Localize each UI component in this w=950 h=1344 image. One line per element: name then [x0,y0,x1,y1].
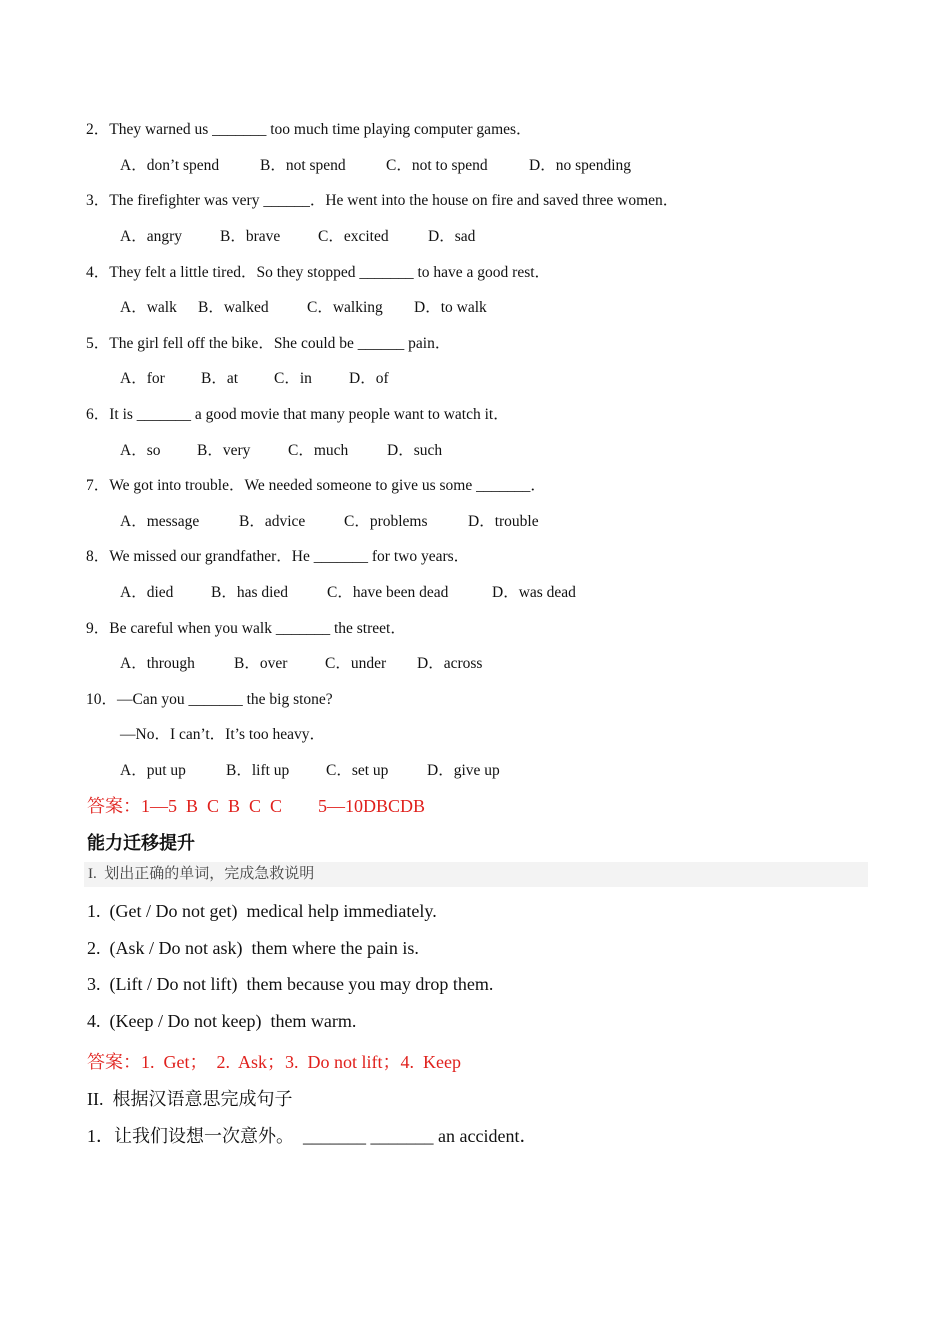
option-b: B．at [201,370,239,387]
answer-key-1: 答案：1—5 B C B C C 5—10DBCDB [87,796,426,816]
option-d: D．no spending [529,157,632,174]
option-c: C．not to spend [386,157,488,174]
option-c: C．problems [344,513,428,530]
question-2-stem: 2．They warned us _______ too much time playing computer games． [86,121,532,138]
option-b: B．walked [198,299,269,316]
part-1-item: 3. (Lift / Do not lift) them because you may drop them. [87,974,494,994]
option-b: B．over [234,655,288,672]
question-6-options [120,438,442,460]
option-d: D．was dead [492,584,576,601]
answer-key-2: 答案：1. Get； 2. Ask；3. Do not lift；4. Keep [87,1052,461,1072]
option-b: B．lift up [226,762,290,779]
option-a: A．died [120,584,174,601]
question-6-stem: 6．It is _______ a good movie that many people want to watch it． [86,406,509,423]
option-b: B．very [197,442,251,459]
option-a: A．put up [120,762,186,779]
section-title: 能力迁移提升 [87,833,195,854]
question-9-options [120,651,482,673]
question-10-stem: 10．—Can you _______ the big stone? [86,691,333,708]
question-7-options [120,509,539,531]
option-a: A．angry [120,228,182,245]
question-2-options [120,153,631,175]
option-a: A．through [120,655,195,672]
question-8-stem: 8．We missed our grandfather．He _______ for two years． [86,548,470,565]
option-c: C．walking [307,299,383,316]
option-d: D．to walk [414,299,487,316]
option-d: D．across [417,655,483,672]
part-2-item: 1．让我们设想一次意外。 _______ _______ an accident． [87,1126,538,1146]
question-10-options [120,758,500,780]
part-1-item: 4. (Keep / Do not keep) them warm. [87,1011,357,1031]
option-a: A．don’t spend [120,157,220,174]
part-1-item: 1. (Get / Do not get) medical help immediately. [87,901,437,921]
option-c: C．under [325,655,387,672]
option-d: D．trouble [468,513,539,530]
option-a: A．so [120,442,161,459]
part-1-item: 2. (Ask / Do not ask) them where the pain is. [87,938,419,958]
option-b: B．brave [220,228,281,245]
option-c: C．have been dead [327,584,449,601]
option-c: C．in [274,370,312,387]
question-3-options [120,224,475,246]
option-c: C．set up [326,762,389,779]
question-4-stem: 4．They felt a little tired．So they stopped _______ to have a good rest． [86,264,551,281]
option-c: C．much [288,442,349,459]
option-b: B．has died [211,584,289,601]
option-d: D．give up [427,762,500,779]
option-a: A．walk [120,299,177,316]
option-d: D．such [387,442,443,459]
part-1-heading: I. 划出正确的单词，完成急救说明 [84,862,868,887]
question-7-stem: 7．We got into trouble．We needed someone to give us some _______． [86,477,546,494]
question-10-reply: —No．I can’t．It’s too heavy． [120,726,326,743]
question-3-stem: 3．The firefighter was very ______．He went into the house on fire and saved three women． [86,192,679,209]
option-c: C．excited [318,228,389,245]
option-d: D．sad [428,228,476,245]
option-b: B．not spend [260,157,346,174]
question-9-stem: 9．Be careful when you walk _______ the street． [86,620,406,637]
option-d: D．of [349,370,389,387]
option-b: B．advice [239,513,306,530]
question-4-options [120,295,487,317]
option-a: A．for [120,370,165,387]
part-2-heading: II. 根据汉语意思完成句子 [87,1089,293,1109]
option-a: A．message [120,513,200,530]
question-5-stem: 5．The girl fell off the bike．She could be ______ pain． [86,335,451,352]
question-8-options [120,580,576,602]
question-5-options [120,366,389,388]
